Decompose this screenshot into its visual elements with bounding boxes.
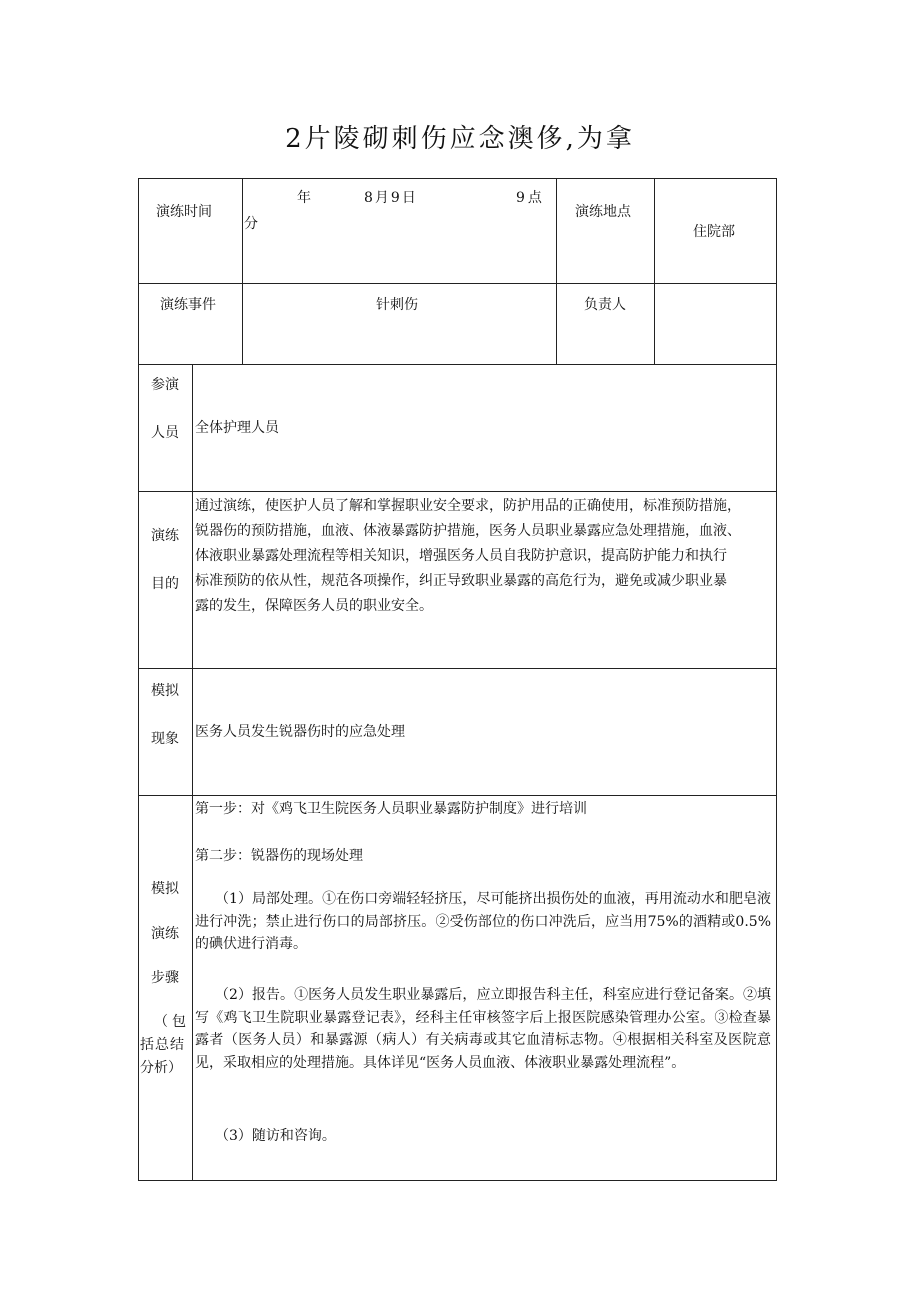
border-row1-bottom <box>138 283 777 284</box>
participants-label-2: 人员 <box>151 425 179 441</box>
event-value: 针刺伤 <box>376 297 418 313</box>
event-label: 演练事件 <box>160 297 216 313</box>
purpose-line: 露的发生，保障医务人员的职业安全。 <box>195 598 433 614</box>
time-hour: 9点 <box>516 190 545 206</box>
scenario-value: 医务人员发生锐器伤时的应急处理 <box>195 724 405 740</box>
followup-paragraph: （3）随访和咨询。 <box>215 1128 336 1144</box>
border-row2-bottom <box>138 364 777 365</box>
border-left <box>138 178 139 1181</box>
purpose-label-2: 目的 <box>151 576 179 592</box>
time-minute: 分 <box>244 216 258 232</box>
step-1: 第一步：对《鸡飞卫生院医务人员职业暴露防护制度》进行培训 <box>195 801 587 817</box>
steps-label-2: 演练 <box>151 926 179 942</box>
local-treatment-paragraph: （1）局部处理。①在伤口旁端轻轻挤压，尽可能挤出损伤处的血液，再用流动水和肥皂液进行冲洗；禁止进行伤口的局部挤压。②受伤部位的伤口冲洗后，应当用75%的酒精或0.5%的碘伏进行消毒。 <box>195 891 771 952</box>
step-2: 第二步：锐器伤的现场处理 <box>195 848 363 864</box>
scenario-label-2: 现象 <box>151 731 179 747</box>
scenario-label-1: 模拟 <box>151 683 179 699</box>
steps-label-4: （包 <box>154 1014 190 1030</box>
purpose-label-1: 演练 <box>151 528 179 544</box>
participants-value: 全体护理人员 <box>195 420 279 436</box>
report-paragraph: （2）报告。①医务人员发生职业暴露后，应立即报告科主任，科室应进行登记备案。②填写《鸡飞卫生院职业暴露登记表》，经科主任审核签字后上报医院感染管理办公室。③检查暴露者（医务人员）和暴露源（病人）有关病毒或其它血清标志物。④根据相关科室及医院意见，采取相应的处理措施。具体详见“医务人员血液、体液职业暴露处理流程”。 <box>195 987 771 1071</box>
border-purpose-bottom <box>138 668 777 669</box>
border-scenario-bottom <box>138 795 777 796</box>
steps-label-1: 模拟 <box>151 881 179 897</box>
time-label: 演练时间 <box>156 204 212 220</box>
purpose-line: 体液职业暴露处理流程等相关知识，增强医务人员自我防护意识，提高防护能力和执行 <box>195 548 727 564</box>
time-date: 8月9日 <box>364 190 418 206</box>
purpose-line: 标准预防的依从性，规范各项操作，纠正导致职业暴露的高危行为，避免或减少职业暴 <box>195 573 727 589</box>
divider-col3 <box>654 178 655 365</box>
location-label: 演练地点 <box>575 204 631 220</box>
drill-record-form <box>138 178 777 1181</box>
participants-label-1: 参演 <box>151 377 179 393</box>
divider-col1 <box>242 178 243 365</box>
location-value: 住院部 <box>693 224 735 240</box>
steps-label-6: 分析） <box>140 1060 182 1076</box>
page-title: 2片陵砌刺伤应念澳侈,为拿 <box>285 124 635 154</box>
border-bottom <box>138 1180 777 1181</box>
border-participants-bottom <box>138 491 777 492</box>
purpose-line: 通过演练，使医护人员了解和掌握职业安全要求，防护用品的正确使用，标准预防措施， <box>195 498 741 514</box>
steps-label-3: 步骤 <box>151 970 179 986</box>
owner-label: 负责人 <box>584 297 626 313</box>
divider-col2 <box>556 178 557 365</box>
divider-label-col <box>192 364 193 1181</box>
time-year: 年 <box>297 190 311 206</box>
steps-label-5: 括总结 <box>140 1037 185 1053</box>
purpose-line: 锐器伤的预防措施，血液、体液暴露防护措施，医务人员职业暴露应急处理措施，血液、 <box>195 523 741 539</box>
border-right <box>776 178 777 1181</box>
border-top <box>138 178 777 179</box>
